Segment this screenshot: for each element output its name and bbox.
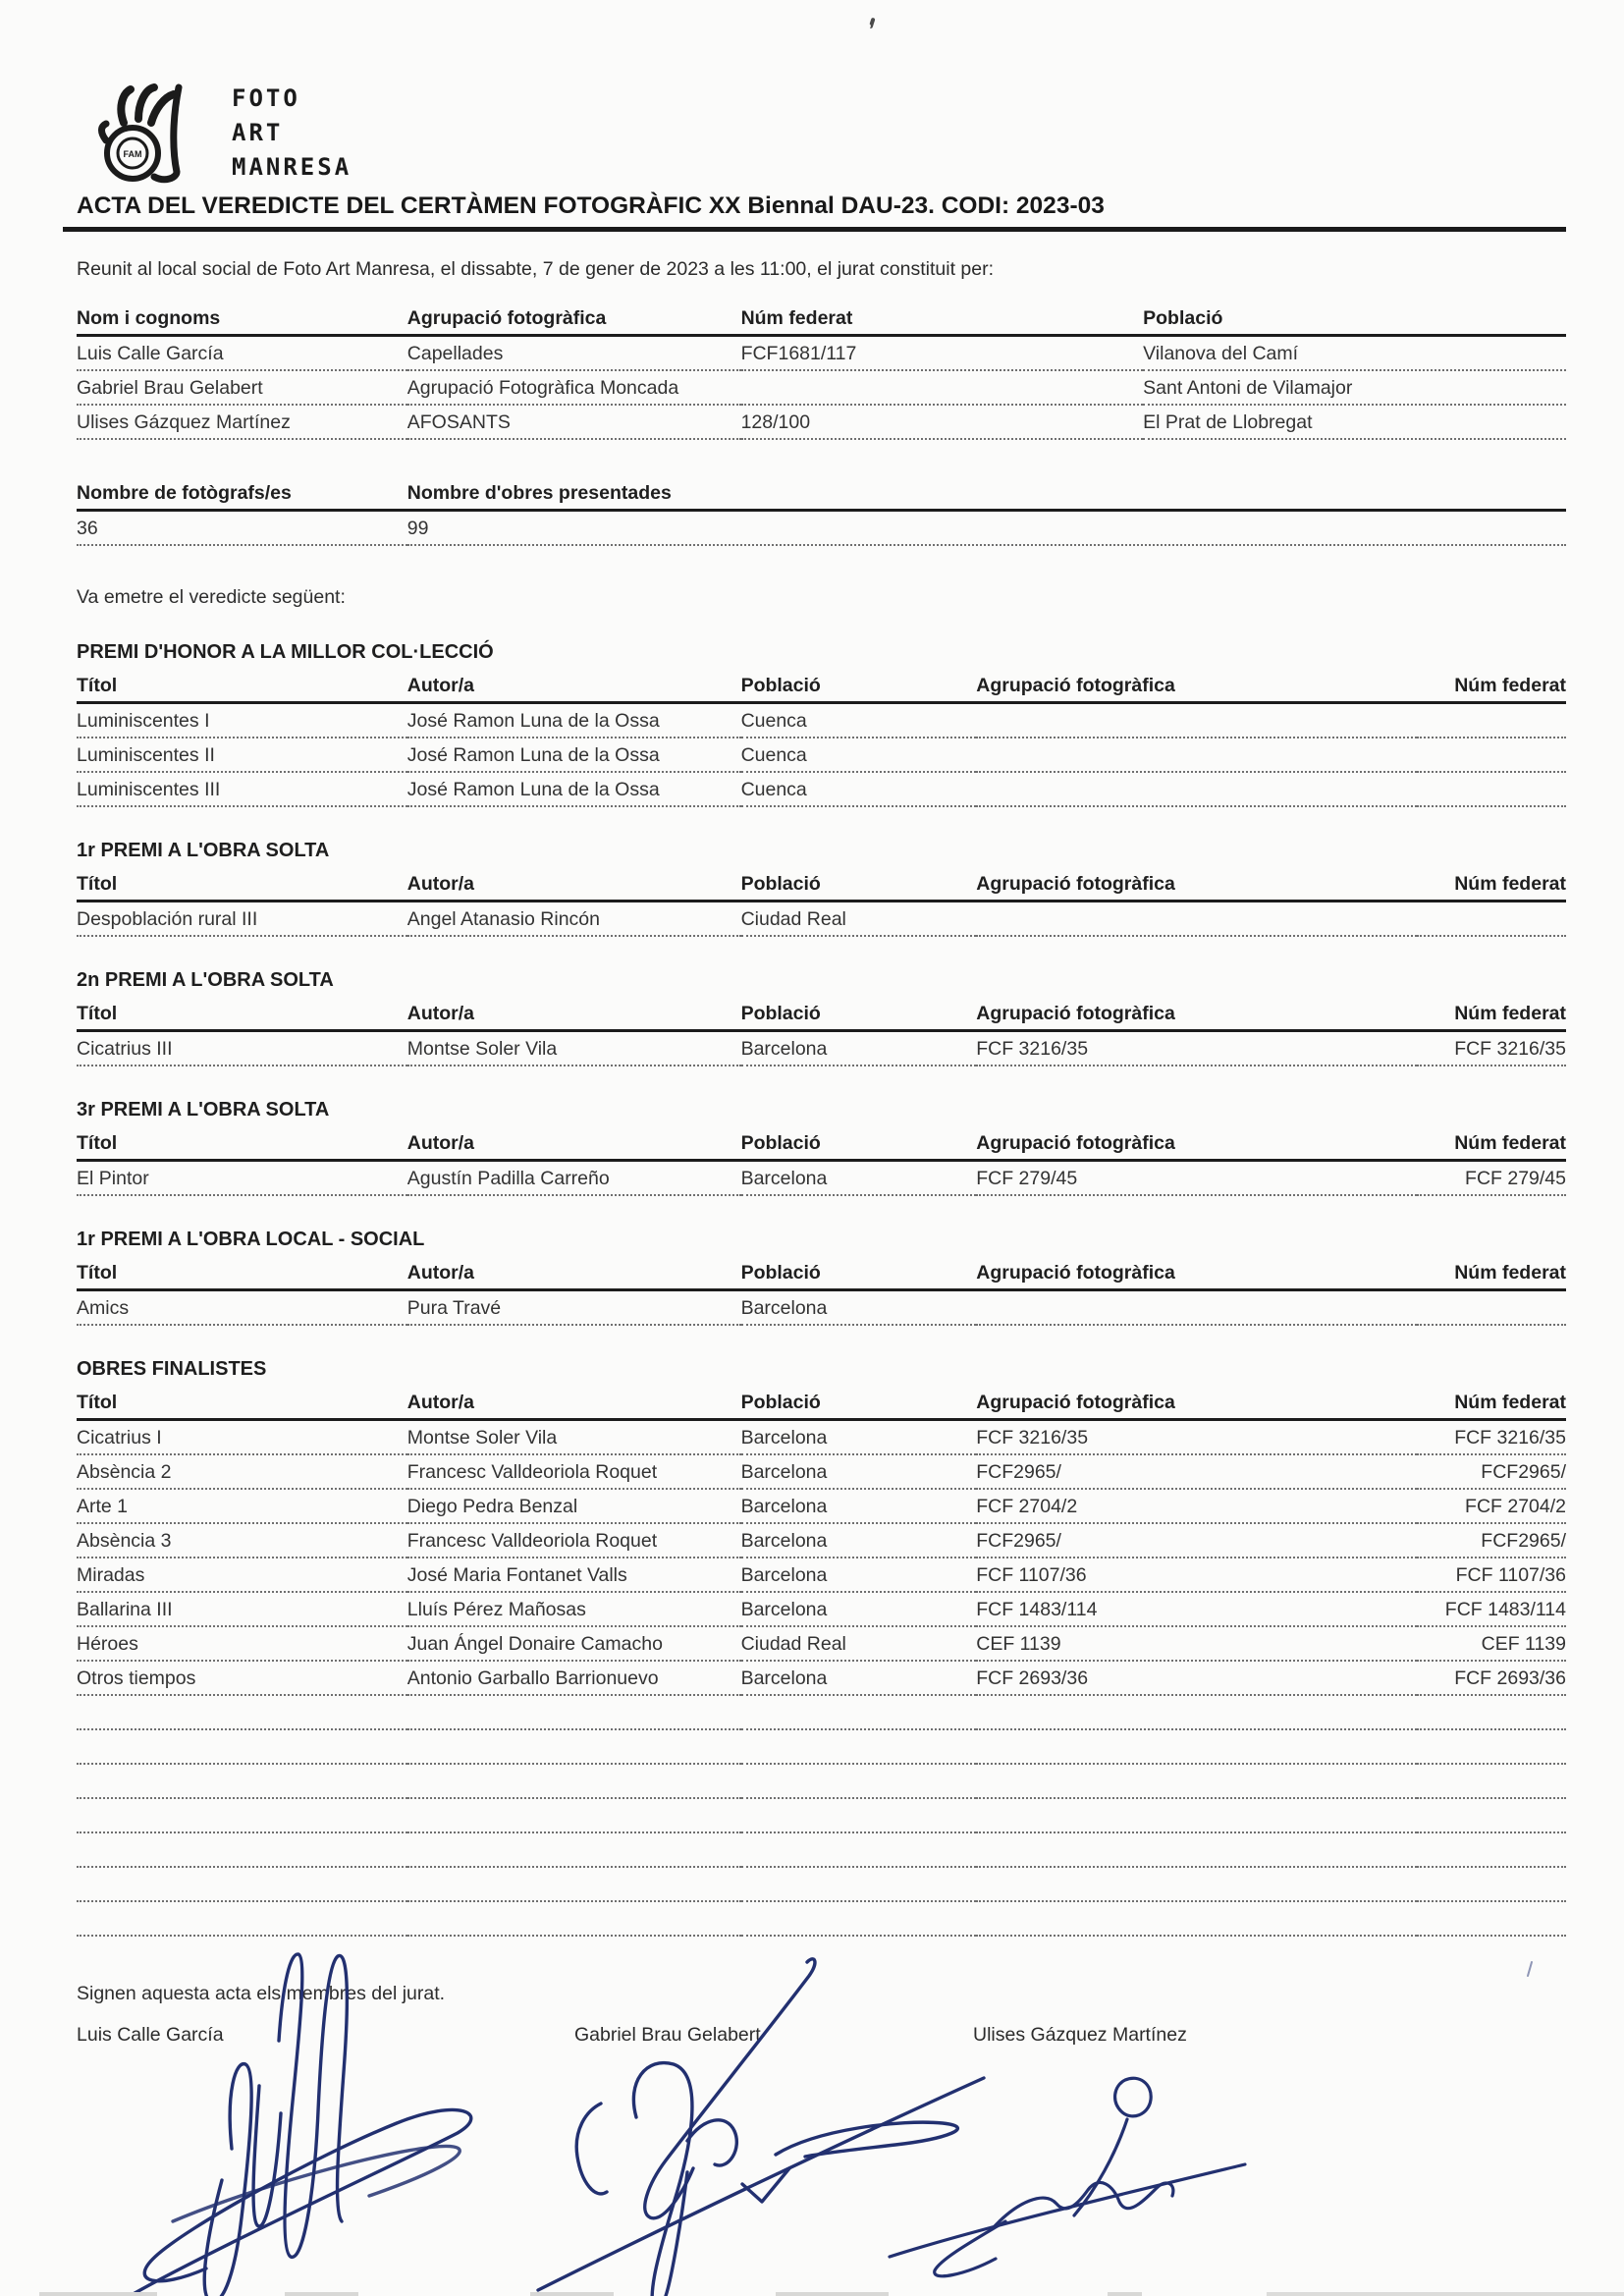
table-row xyxy=(77,738,1566,772)
table-row xyxy=(77,703,1566,738)
table-cell: Cicatrius I xyxy=(77,1420,407,1455)
table-header-row xyxy=(77,304,1566,336)
column-header: Població xyxy=(741,870,977,902)
table-header-row xyxy=(77,1259,1566,1290)
table-cell xyxy=(1417,703,1566,738)
award-table xyxy=(77,672,1566,807)
table-cell: Barcelona xyxy=(741,1031,977,1066)
table-cell: Gabriel Brau Gelabert xyxy=(77,370,407,405)
table-cell: Vilanova del Camí xyxy=(1143,336,1566,371)
award-table xyxy=(77,1000,1566,1066)
table-row xyxy=(77,1161,1566,1196)
column-header: Població xyxy=(741,1259,977,1290)
table-cell xyxy=(1417,902,1566,937)
table-cell xyxy=(1417,772,1566,806)
column-header: Autor/a xyxy=(407,672,741,703)
table-cell: FCF 1107/36 xyxy=(976,1558,1417,1592)
table-cell: Ballarina III xyxy=(77,1592,407,1626)
table-cell: 99 xyxy=(407,511,1566,546)
table-cell: FCF2965/ xyxy=(976,1523,1417,1558)
table-header-row xyxy=(77,1000,1566,1031)
table-cell: José Ramon Luna de la Ossa xyxy=(407,738,741,772)
foto-art-manresa-logo xyxy=(92,82,1566,184)
table-row xyxy=(77,405,1566,439)
table-cell xyxy=(976,902,1417,937)
table-cell: FCF 1483/114 xyxy=(1417,1592,1566,1626)
column-header: Núm federat xyxy=(1417,672,1566,703)
award-table xyxy=(77,1259,1566,1326)
table-cell: Ciudad Real xyxy=(741,902,977,937)
table-cell: FCF 3216/35 xyxy=(976,1031,1417,1066)
column-header: Nombre d'obres presentades xyxy=(407,479,1566,511)
table-cell xyxy=(976,1290,1417,1326)
empty-row xyxy=(77,1867,1566,1901)
table-cell: Agustín Padilla Carreño xyxy=(407,1161,741,1196)
table-cell: FCF2965/ xyxy=(1417,1454,1566,1489)
table-row xyxy=(77,1489,1566,1523)
table-row xyxy=(77,370,1566,405)
table-cell: 36 xyxy=(77,511,407,546)
column-header: Població xyxy=(741,1129,977,1161)
table-cell: FCF 3216/35 xyxy=(1417,1031,1566,1066)
award-sections xyxy=(77,640,1566,1937)
table-cell: Absència 3 xyxy=(77,1523,407,1558)
table-cell: Cuenca xyxy=(741,703,977,738)
empty-cell xyxy=(77,1832,1566,1867)
table-cell: FCF 2693/36 xyxy=(1417,1661,1566,1695)
table-cell: El Pintor xyxy=(77,1161,407,1196)
column-header: Nombre de fotògrafs/es xyxy=(77,479,407,511)
table-cell: FCF 1483/114 xyxy=(976,1592,1417,1626)
table-cell: Barcelona xyxy=(741,1661,977,1695)
column-header: Núm federat xyxy=(1417,1129,1566,1161)
section-title: 1r PREMI A L'OBRA SOLTA xyxy=(77,840,330,861)
table-cell: FCF 3216/35 xyxy=(976,1420,1417,1455)
table-cell: 128/100 xyxy=(741,405,1144,439)
table-cell: Cuenca xyxy=(741,738,977,772)
jury-table xyxy=(77,304,1566,440)
logo-word-foto: FOTO xyxy=(232,84,300,112)
table-cell: Montse Soler Vila xyxy=(407,1031,741,1066)
table-cell: Luminiscentes III xyxy=(77,772,407,806)
column-header: Autor/a xyxy=(407,1389,741,1420)
column-header: Població xyxy=(741,1000,977,1031)
empty-cell xyxy=(77,1798,1566,1832)
table-cell: Absència 2 xyxy=(77,1454,407,1489)
table-cell: Ciudad Real xyxy=(741,1626,977,1661)
table-cell: Angel Atanasio Rincón xyxy=(407,902,741,937)
table-cell: Luminiscentes II xyxy=(77,738,407,772)
column-header: Títol xyxy=(77,870,407,902)
table-cell: Héroes xyxy=(77,1626,407,1661)
empty-cell xyxy=(77,1695,1566,1729)
scan-edge-artifact xyxy=(1267,2292,1624,2296)
table-cell: Pura Travé xyxy=(407,1290,741,1326)
award-table xyxy=(77,1389,1566,1937)
table-cell: Montse Soler Vila xyxy=(407,1420,741,1455)
table-header-row xyxy=(77,479,1566,511)
table-cell: José Maria Fontanet Valls xyxy=(407,1558,741,1592)
table-cell: Barcelona xyxy=(741,1489,977,1523)
document-title: ACTA DEL VEREDICTE DEL CERTÀMEN FOTOGRÀFIC XX Biennal DAU-23. CODI: 2023-03 xyxy=(63,191,1566,232)
empty-row xyxy=(77,1798,1566,1832)
table-cell: Agrupació Fotogràfica Moncada xyxy=(407,370,741,405)
column-header: Títol xyxy=(77,1389,407,1420)
table-cell: CEF 1139 xyxy=(976,1626,1417,1661)
column-header: Títol xyxy=(77,1000,407,1031)
column-header: Agrupació fotogràfica xyxy=(976,870,1417,902)
table-cell xyxy=(741,370,1144,405)
section-title: OBRES FINALISTES xyxy=(77,1358,267,1380)
table-cell xyxy=(1417,738,1566,772)
table-cell: Ulises Gázquez Martínez xyxy=(77,405,407,439)
signatory-name: Gabriel Brau Gelabert xyxy=(574,2024,761,2046)
table-cell: Barcelona xyxy=(741,1558,977,1592)
table-row xyxy=(77,1558,1566,1592)
table-cell: Francesc Valldeoriola Roquet xyxy=(407,1454,741,1489)
empty-row xyxy=(77,1832,1566,1867)
column-header: Núm federat xyxy=(1417,1389,1566,1420)
signatory-name: Luis Calle García xyxy=(77,2024,224,2046)
column-header: Autor/a xyxy=(407,1259,741,1290)
award-table xyxy=(77,870,1566,937)
signatory-name: Ulises Gázquez Martínez xyxy=(973,2024,1187,2046)
table-cell: Amics xyxy=(77,1290,407,1326)
table-cell: Capellades xyxy=(407,336,741,371)
table-cell: CEF 1139 xyxy=(1417,1626,1566,1661)
table-cell: FCF 1107/36 xyxy=(1417,1558,1566,1592)
table-cell: FCF 2693/36 xyxy=(976,1661,1417,1695)
verdict-intro-text: Va emetre el veredicte següent: xyxy=(77,586,346,608)
signatories-row xyxy=(77,2023,1566,2049)
column-header: Títol xyxy=(77,1129,407,1161)
table-cell: FCF 279/45 xyxy=(976,1161,1417,1196)
column-header: Autor/a xyxy=(407,1129,741,1161)
counts-table xyxy=(77,479,1566,546)
table-header-row xyxy=(77,672,1566,703)
table-cell: El Prat de Llobregat xyxy=(1143,405,1566,439)
column-header: Agrupació fotogràfica xyxy=(976,1389,1417,1420)
logo-word-art: ART xyxy=(232,119,284,146)
column-header: Núm federat xyxy=(1417,870,1566,902)
table-cell: FCF 3216/35 xyxy=(1417,1420,1566,1455)
table-cell: Barcelona xyxy=(741,1454,977,1489)
column-header: Agrupació fotogràfica xyxy=(976,672,1417,703)
logo-badge-text: FAM xyxy=(123,149,142,159)
table-cell xyxy=(976,703,1417,738)
table-cell: Barcelona xyxy=(741,1592,977,1626)
table-row xyxy=(77,1626,1566,1661)
empty-row xyxy=(77,1764,1566,1798)
table-header-row xyxy=(77,870,1566,902)
table-row xyxy=(77,1454,1566,1489)
column-header: Títol xyxy=(77,1259,407,1290)
table-cell: Barcelona xyxy=(741,1420,977,1455)
award-table xyxy=(77,1129,1566,1196)
table-cell: Cicatrius III xyxy=(77,1031,407,1066)
table-cell: Luminiscentes I xyxy=(77,703,407,738)
counts-table-slot xyxy=(77,479,1566,546)
empty-cell xyxy=(77,1729,1566,1764)
column-header: Núm federat xyxy=(1417,1000,1566,1031)
table-cell: Lluís Pérez Mañosas xyxy=(407,1592,741,1626)
table-row xyxy=(77,902,1566,937)
table-cell xyxy=(1417,1290,1566,1326)
empty-cell xyxy=(77,1764,1566,1798)
table-cell: Luis Calle García xyxy=(77,336,407,371)
table-row xyxy=(77,1290,1566,1326)
table-cell: Miradas xyxy=(77,1558,407,1592)
empty-cell xyxy=(77,1867,1566,1901)
table-cell: Sant Antoni de Vilamajor xyxy=(1143,370,1566,405)
column-header: Títol xyxy=(77,672,407,703)
table-cell: José Ramon Luna de la Ossa xyxy=(407,772,741,806)
column-header: Núm federat xyxy=(1417,1259,1566,1290)
table-row xyxy=(77,772,1566,806)
table-cell: José Ramon Luna de la Ossa xyxy=(407,703,741,738)
table-cell: Cuenca xyxy=(741,772,977,806)
column-header: Nom i cognoms xyxy=(77,304,407,336)
table-cell: FCF 2704/2 xyxy=(976,1489,1417,1523)
column-header: Població xyxy=(1143,304,1566,336)
table-header-row xyxy=(77,1129,1566,1161)
table-cell: Barcelona xyxy=(741,1161,977,1196)
scan-edge-artifact xyxy=(39,2292,157,2296)
jury-table-slot xyxy=(77,304,1566,440)
column-header: Agrupació fotogràfica xyxy=(407,304,741,336)
scan-edge-artifact xyxy=(1108,2292,1142,2296)
section-title: 1r PREMI A L'OBRA LOCAL - SOCIAL xyxy=(77,1229,425,1250)
table-cell: Antonio Garballo Barrionuevo xyxy=(407,1661,741,1695)
logo-wordmark xyxy=(232,82,352,182)
table-row xyxy=(77,1592,1566,1626)
table-cell: Despoblación rural III xyxy=(77,902,407,937)
section-title: 3r PREMI A L'OBRA SOLTA xyxy=(77,1099,330,1121)
table-row xyxy=(77,1031,1566,1066)
column-header: Autor/a xyxy=(407,1000,741,1031)
table-cell: FCF 2704/2 xyxy=(1417,1489,1566,1523)
table-cell: FCF 279/45 xyxy=(1417,1161,1566,1196)
table-cell xyxy=(976,738,1417,772)
intro-paragraph: Reunit al local social de Foto Art Manresa, el dissabte, 7 de gener de 2023 a les 11:00, el jurat constituit per: xyxy=(77,258,995,280)
table-row xyxy=(77,1523,1566,1558)
scan-edge-artifact xyxy=(285,2292,358,2296)
column-header: Agrupació fotogràfica xyxy=(976,1259,1417,1290)
empty-row xyxy=(77,1901,1566,1936)
table-cell: Juan Ángel Donaire Camacho xyxy=(407,1626,741,1661)
table-cell: AFOSANTS xyxy=(407,405,741,439)
section-title: PREMI D'HONOR A LA MILLOR COL·LECCIÓ xyxy=(77,641,494,663)
table-cell: FCF2965/ xyxy=(1417,1523,1566,1558)
column-header: Població xyxy=(741,672,977,703)
hand-camera-logo-icon xyxy=(92,82,222,184)
table-cell: Otros tiempos xyxy=(77,1661,407,1695)
section-title: 2n PREMI A L'OBRA SOLTA xyxy=(77,969,334,991)
table-cell: Arte 1 xyxy=(77,1489,407,1523)
table-cell: FCF1681/117 xyxy=(741,336,1144,371)
table-row xyxy=(77,336,1566,371)
column-header: Autor/a xyxy=(407,870,741,902)
scan-edge-artifact xyxy=(776,2292,889,2296)
closing-text: Signen aquesta acta els membres del jurat. xyxy=(77,1983,446,2004)
column-header: Agrupació fotogràfica xyxy=(976,1000,1417,1031)
table-row xyxy=(77,1661,1566,1695)
empty-row xyxy=(77,1695,1566,1729)
table-cell: FCF2965/ xyxy=(976,1454,1417,1489)
table-cell: Barcelona xyxy=(741,1290,977,1326)
column-header: Agrupació fotogràfica xyxy=(976,1129,1417,1161)
table-row xyxy=(77,1420,1566,1455)
logo-word-manresa: MANRESA xyxy=(232,153,352,181)
table-header-row xyxy=(77,1389,1566,1420)
table-cell: Diego Pedra Benzal xyxy=(407,1489,741,1523)
empty-row xyxy=(77,1729,1566,1764)
table-cell xyxy=(976,772,1417,806)
table-row xyxy=(77,511,1566,546)
table-cell: Barcelona xyxy=(741,1523,977,1558)
column-header: Població xyxy=(741,1389,977,1420)
table-cell: Francesc Valldeoriola Roquet xyxy=(407,1523,741,1558)
column-header: Núm federat xyxy=(741,304,1144,336)
scan-edge-artifact xyxy=(530,2292,614,2296)
empty-cell xyxy=(77,1901,1566,1936)
